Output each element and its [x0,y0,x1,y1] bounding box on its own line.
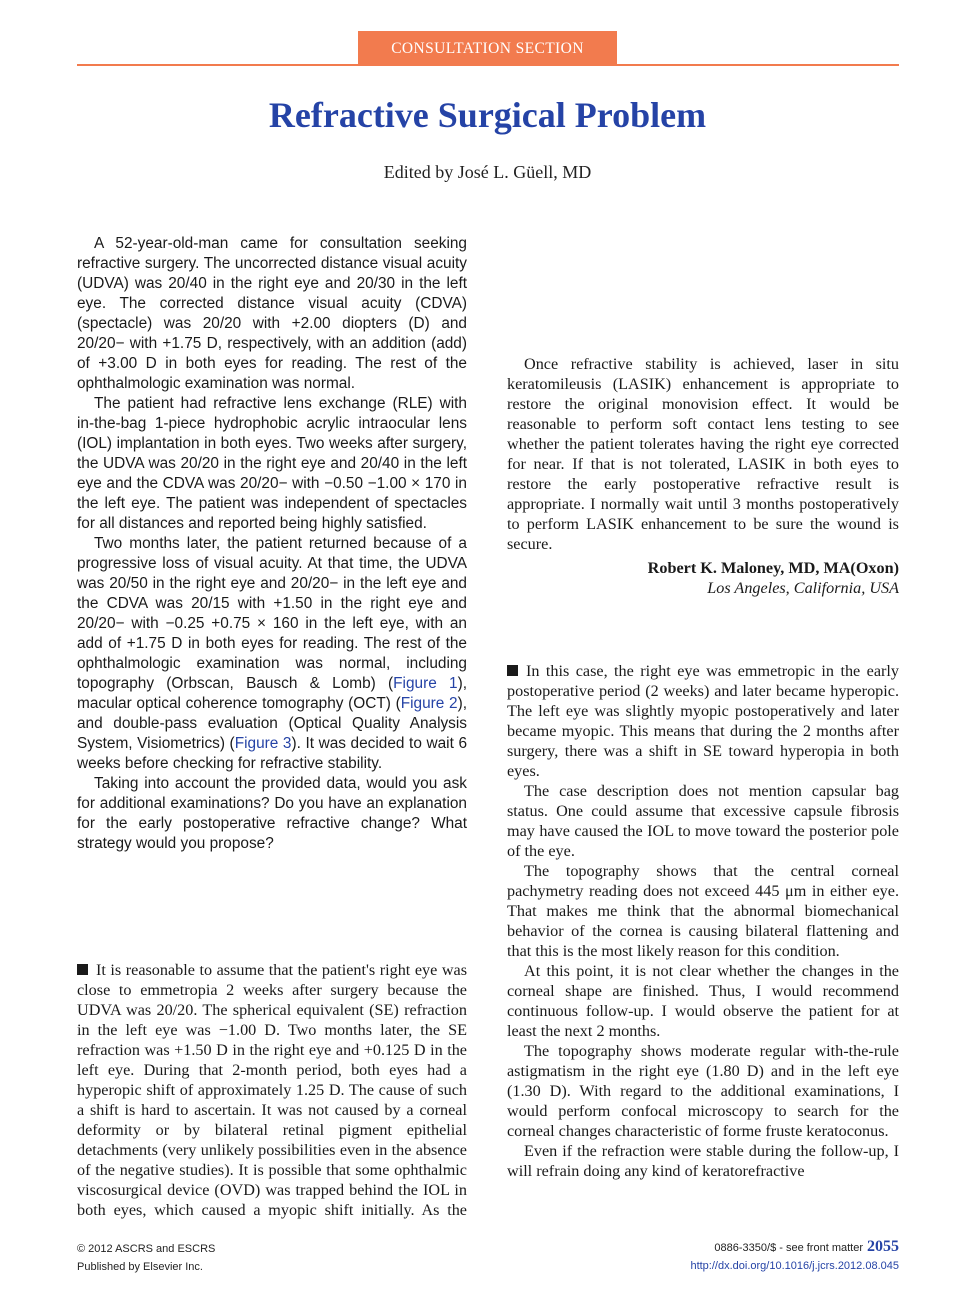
signature-block [507,558,899,598]
case-paragraph-1: A 52-year-old-man came for consultation seeking refractive surgery. The uncorrected distance visual acuity (UDVA) was 20/40 in the right eye and 20/30 in the left eye. The corrected distance visual acuity (CDVA) (spectacle) was 20/20 with +2.00 diopters (D) and 20/20− with +1.75 D, respectively, with an addition (add) of +3.00 D in both eyes for reading. The rest of the ophthalmologic examination was normal. [77,235,467,392]
publisher: Published by Elsevier Inc. [77,1261,203,1273]
reply-1-paragraph-2: Once refractive stability is achieved, laser in situ keratomileusis (LASIK) enhancement is appropriate to restore the original monovision effect. It would be reasonable to perform soft contact lens testing to see whether the patient tolerates having the right eye corrected for near. If that is not tolerated, LASIK in both eyes to restore the early postoperative refractive result is appropriate. I normally wait until 3 months postoperatively to perform LASIK enhancement to be sure the wound is secure. [507,355,899,553]
section-marker-icon [507,665,518,676]
doi-link[interactable]: http://dx.doi.org/10.1016/j.jcrs.2012.08.045 [690,1260,899,1272]
case-paragraph-4: Taking into account the provided data, would you ask for additional examinations? Do you have an explanation for the early postoperative refractive change? What strategy would you propose? [77,775,467,852]
author-location: Los Angeles, California, USA [707,579,899,597]
case-paragraph-3: Two months later, the patient returned because of a progressive loss of visual acuity. At that time, the UDVA was 20/50 in the right eye and 20/20− in the left eye and the CDVA was 20/15 with +1.50 in the right eye and 20/20− with −0.25 +0.75 × 160 in the left eye, with an add of +1.75 D in both eyes for reading. The rest of the ophthalmologic examination was normal, including topography (Orbscan, Bausch & Lomb) (Figure 1), macular optical coherence tomography (OCT) (Figure 2), and double-pass evaluation (Optical Quality Analysis System, Visiometrics) (Figure 3). It was decided to wait 6 weeks before checking for refractive stability. [77,535,467,772]
header-rule [77,64,899,66]
case-paragraph-2: The patient had refractive lens exchange (RLE) with in-the-bag 1-piece hydrophobic acrylic intraocular lens (IOL) implantation in both eyes. Two weeks after surgery, the UDVA was 20/20 in the right eye and 20/40 in the left eye and the CDVA was 20/20− with −0.50 −1.00 × 170 in the left eye. The patient was independent of spectacles for all distances and reported being highly satisfied. [77,395,467,532]
copyright: © 2012 ASCRS and ESCRS [77,1243,216,1255]
author-name: Robert K. Maloney, MD, MA(Oxon) [647,559,899,577]
footer-right [690,1238,899,1275]
issn-note: 0886-3350/$ - see front matter [714,1242,863,1254]
reply-1-part-3 [507,354,899,598]
page-number: 2055 [867,1238,899,1255]
section-marker-icon [77,964,88,975]
figure-1-link[interactable]: Figure 1 [393,675,458,692]
figure-2-link[interactable]: Figure 2 [400,695,458,712]
reply-2-paragraph-1: In this case, the right eye was emmetropic in the early postoperative period (2 weeks) and later became hyperopic. The left eye was slightly myopic postoperatively and later became myopic. This means that during the 2 months after surgery, there was a shift in SE toward hyperopia in both eyes. [507,662,899,780]
reply-2-paragraph-3: The topography shows that the central corneal pachymetry reading does not exceed 445 μm in either eye. That makes me think that the abnormal biomechanical behavior of the cornea is causing bilateral flattening and that this is the most likely reason for this condition. [507,862,899,960]
figure-3-link[interactable]: Figure 3 [234,735,292,752]
reply-1-paragraph-1: It is reasonable to assume that the patient's right eye was close to emmetropia 2 weeks after surgery because the UDVA was 20/20. The spherical equivalent (SE) refraction in the left eye was −1.00 D. Two months later, the SE refraction was +1.50 D in the right eye and +0.125 D in the left eye. During that 2-month period, both eyes had a hyperopic shift of approximately 1.25 D. The cause of such a shift is hard to ascertain. It was not caused by a corneal deformity or by bilateral retinal pigment epithelial detachments (very unlikely possibilities even in the absence of the negative studies). It is possible that some ophthalmic viscosurgical device (OVD) was trapped behind the IOL in both eyes, which caused a myopic shift initially. As the [77,961,467,1219]
reply-2 [507,661,899,1221]
article-title: Refractive Surgical Problem [268,95,707,135]
reply-1-part-2 [507,234,899,354]
footer-left [77,1240,215,1276]
editor-line: Edited by José L. Güell, MD [383,162,592,182]
case-presentation [77,234,467,854]
reply-2-paragraph-4: At this point, it is not clear whether the changes in the corneal shape are finished. Thus, I would recommend continuous follow-up. I would observe the patient for at least the next 2 months. [507,962,899,1040]
reply-1-part-1 [77,960,467,1220]
section-label: CONSULTATION SECTION [358,31,617,65]
reply-2-paragraph-2: The case description does not mention capsular bag status. One could assume that excessive capsule fibrosis may have caused the IOL to move toward the posterior pole of the eye. [507,782,899,860]
reply-2-paragraph-6: Even if the refraction were stable during the follow-up, I will refrain doing any kind of keratorefractive [507,1142,899,1180]
reply-2-paragraph-5: The topography shows moderate regular with-the-rule astigmatism in the right eye (1.80 D) and in the left eye (1.30 D). With regard to the additional examinations, I would perform confocal microscopy to search for the corneal changes characteristic of forme fruste keratoconus. [507,1042,899,1140]
